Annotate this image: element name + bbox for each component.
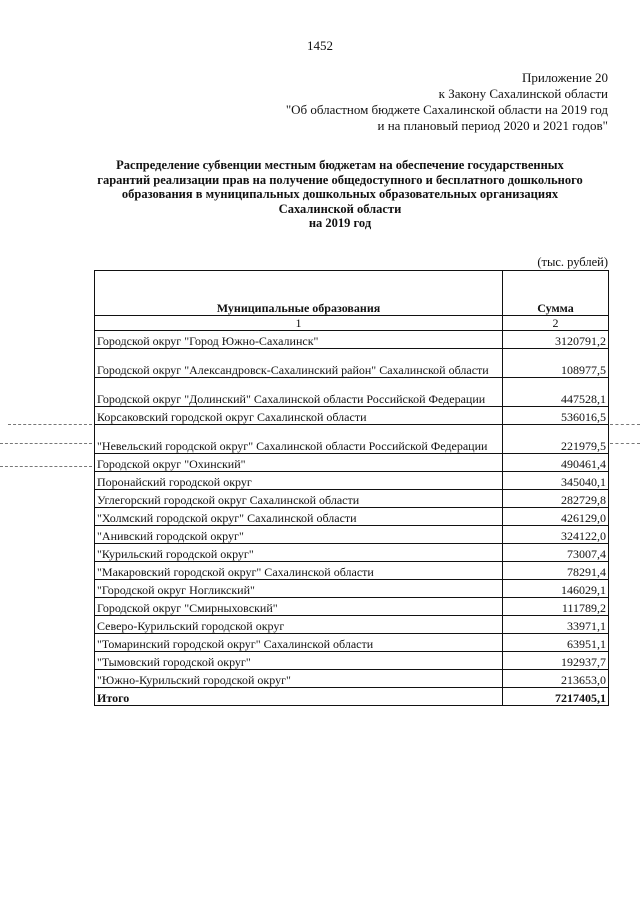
table-row <box>95 616 609 634</box>
amount-value: 536016,5 <box>503 407 609 425</box>
amount-value: 146029,1 <box>503 580 609 598</box>
column-header-municipality: Муниципальные образования <box>95 271 503 316</box>
table-row <box>95 526 609 544</box>
scan-artifact <box>610 443 640 444</box>
amount-value: 73007,4 <box>503 544 609 562</box>
municipality-name: "Курильский городской округ" <box>95 544 503 562</box>
total-amount: 7217405,1 <box>503 688 609 706</box>
scan-artifact <box>8 424 92 425</box>
subvention-table <box>94 270 609 706</box>
municipality-name: Городской округ "Долинский" Сахалинской области Российской Федерации <box>95 378 503 407</box>
municipality-name: "Южно-Курильский городской округ" <box>95 670 503 688</box>
table-row <box>95 562 609 580</box>
amount-value: 282729,8 <box>503 490 609 508</box>
total-label: Итого <box>95 688 503 706</box>
table-row <box>95 407 609 425</box>
page-number: 1452 <box>307 38 333 53</box>
municipality-name: "Городской округ Ногликский" <box>95 580 503 598</box>
municipality-name: Городской округ "Город Южно-Сахалинск" <box>95 331 503 349</box>
municipality-name: Углегорский городской округ Сахалинской области <box>95 490 503 508</box>
table-row <box>95 490 609 508</box>
municipality-name: Городской округ "Охинский" <box>95 454 503 472</box>
table-row <box>95 670 609 688</box>
document-title <box>60 158 620 231</box>
title-line: гарантий реализации прав на получение общедоступного и бесплатного дошкольного <box>97 172 583 187</box>
table-row <box>95 580 609 598</box>
table-row <box>95 652 609 670</box>
column-number: 1 <box>95 316 503 331</box>
column-number: 2 <box>503 316 609 331</box>
total-row <box>95 688 609 706</box>
table-row <box>95 331 609 349</box>
amount-value: 345040,1 <box>503 472 609 490</box>
table-row <box>95 508 609 526</box>
scan-artifact <box>610 424 640 425</box>
title-line: на 2019 год <box>308 216 372 230</box>
table-row <box>95 349 609 378</box>
table-row <box>95 634 609 652</box>
table-row <box>95 544 609 562</box>
municipality-name: Городской округ "Александровск-Сахалинский район" Сахалинской области <box>95 349 503 378</box>
amount-value: 111789,2 <box>503 598 609 616</box>
municipality-name: "Холмский городской округ" Сахалинской области <box>95 508 503 526</box>
table-row <box>95 472 609 490</box>
scan-artifact <box>0 466 92 467</box>
municipality-name: "Тымовский городской округ" <box>95 652 503 670</box>
column-number-row <box>95 316 609 331</box>
table-header-row <box>95 271 609 316</box>
units-label: (тыс. рублей) <box>537 255 608 269</box>
amount-value: 108977,5 <box>503 349 609 378</box>
municipality-name: Корсаковский городской округ Сахалинской области <box>95 407 503 425</box>
appendix-line: и на плановый период 2020 и 2021 годов" <box>377 118 608 133</box>
amount-value: 426129,0 <box>503 508 609 526</box>
amount-value: 78291,4 <box>503 562 609 580</box>
amount-value: 221979,5 <box>503 425 609 454</box>
table-row <box>95 378 609 407</box>
table-row <box>95 454 609 472</box>
amount-value: 490461,4 <box>503 454 609 472</box>
municipality-name: Северо-Курильский городской округ <box>95 616 503 634</box>
appendix-line: Приложение 20 <box>521 70 608 85</box>
table-row <box>95 425 609 454</box>
title-line: Распределение субвенции местным бюджетам на обеспечение государственных <box>116 158 564 172</box>
municipality-name: "Невельский городской округ" Сахалинской области Российской Федерации <box>95 425 503 454</box>
municipality-name: Поронайский городской округ <box>95 472 503 490</box>
amount-value: 192937,7 <box>503 652 609 670</box>
appendix-line: "Об областном бюджете Сахалинской области на 2019 год <box>285 102 608 117</box>
amount-value: 63951,1 <box>503 634 609 652</box>
municipality-name: "Анивский городской округ" <box>95 526 503 544</box>
amount-value: 33971,1 <box>503 616 609 634</box>
appendix-line: к Закону Сахалинской области <box>438 86 608 101</box>
table-body <box>95 331 609 688</box>
column-header-amount: Сумма <box>503 271 609 316</box>
amount-value: 324122,0 <box>503 526 609 544</box>
amount-value: 447528,1 <box>503 378 609 407</box>
amount-value: 213653,0 <box>503 670 609 688</box>
appendix-reference <box>286 70 608 134</box>
municipality-name: "Томаринский городской округ" Сахалинской области <box>95 634 503 652</box>
municipality-name: Городской округ "Смирныховский" <box>95 598 503 616</box>
scan-artifact <box>0 443 92 444</box>
table-row <box>95 598 609 616</box>
municipality-name: "Макаровский городской округ" Сахалинской области <box>95 562 503 580</box>
amount-value: 3120791,2 <box>503 331 609 349</box>
title-line: образования в муниципальных дошкольных образовательных организациях <box>121 187 559 201</box>
title-line: Сахалинской области <box>278 201 402 216</box>
